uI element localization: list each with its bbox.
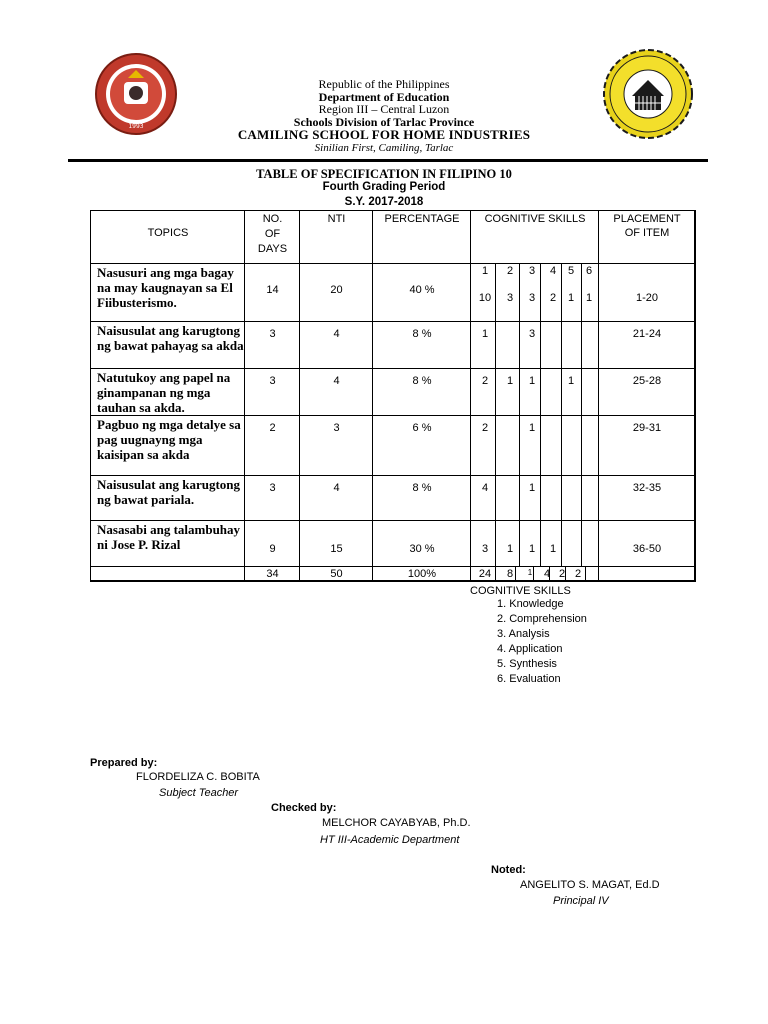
placement-value: 32-35 [632, 482, 662, 494]
days-value: 2 [269, 422, 276, 434]
topic-cell: Naisusulat ang karugtong ng bawat pariala. [90, 475, 245, 521]
skill-count: 3 [528, 292, 536, 304]
legend-item: 3. Analysis [497, 628, 550, 640]
header-placement-label: PLACEMENT [613, 213, 681, 225]
skill-divider [561, 416, 562, 476]
totals-label-cell [90, 566, 245, 581]
percentage-value: 30 % [409, 543, 435, 555]
skill-divider [495, 567, 496, 581]
checked-by-label: Checked by: [271, 802, 337, 814]
prepared-by-role: Subject Teacher [159, 787, 239, 799]
skill-divider [581, 369, 582, 416]
skill-divider [540, 369, 541, 416]
skill-divider [495, 476, 496, 521]
prepared-by-name: FLORDELIZA C. BOBITA [136, 771, 260, 783]
skill-divider [540, 476, 541, 521]
skill-divider [495, 322, 496, 369]
skill-divider [581, 521, 582, 567]
total-days: 34 [266, 568, 279, 580]
specification-table [90, 210, 696, 582]
header-nti-label: NTI [327, 213, 346, 225]
prepared-by-label: Prepared by: [90, 757, 158, 769]
school-address: Sinilian First, Camiling, Tarlac [314, 142, 454, 154]
placement-value: 25-28 [632, 375, 662, 387]
republic-line: Republic of the Philippines [318, 77, 450, 91]
total-skill: 4 [543, 568, 551, 580]
placement-value: 36-50 [632, 543, 662, 555]
days-value: 3 [269, 482, 276, 494]
total-skill: 8 [506, 568, 514, 580]
skill-divider [495, 264, 496, 322]
skill-divider [519, 369, 520, 416]
skill-number: 4 [549, 265, 557, 277]
skill-count: 1 [481, 328, 489, 340]
department-line: Department of Education [318, 90, 450, 104]
header-placement-label: OF ITEM [624, 227, 670, 239]
skill-divider [540, 264, 541, 322]
checked-by-role: HT III-Academic Department [320, 834, 460, 846]
skill-number: 2 [506, 265, 514, 277]
placement-value: 29-31 [632, 422, 662, 434]
skill-count: 1 [528, 422, 536, 434]
legend-item: 2. Comprehension [497, 613, 587, 625]
skill-count: 1 [567, 292, 575, 304]
skill-divider [561, 264, 562, 322]
percentage-value: 8 % [412, 328, 432, 340]
legend-item: 6. Evaluation [497, 673, 561, 685]
skill-divider [581, 416, 582, 476]
legend-title: COGNITIVE SKILLS [470, 585, 571, 597]
svg-text:1993: 1993 [128, 123, 144, 130]
noted-by-label: Noted: [491, 864, 526, 876]
skill-count: 1 [528, 482, 536, 494]
skill-count: 10 [478, 292, 492, 304]
school-name: CAMILING SCHOOL FOR HOME INDUSTRIES [237, 127, 531, 142]
skill-divider [519, 264, 520, 322]
legend-item: 5. Synthesis [497, 658, 557, 670]
skill-count: 4 [481, 482, 489, 494]
skill-divider [495, 521, 496, 567]
placement-value: 21-24 [632, 328, 662, 340]
grading-period: Fourth Grading Period [322, 181, 446, 193]
skill-number: 6 [585, 265, 593, 277]
total-skill: 1 [527, 568, 533, 577]
percentage-value: 8 % [412, 375, 432, 387]
noted-by-role: Principal IV [553, 895, 609, 907]
skill-count: 1 [567, 375, 575, 387]
skill-divider [519, 521, 520, 567]
total-skill: 24 [478, 568, 492, 580]
skill-divider [495, 369, 496, 416]
topic-cell: Nasusuri ang mga bagay na may kaugnayan sa El Fiibusterismo. [90, 263, 245, 322]
header-days-label: NO. [262, 213, 283, 225]
skill-count: 1 [549, 543, 557, 555]
skill-divider [561, 369, 562, 416]
placement-value: 1-20 [635, 292, 659, 304]
skill-count: 1 [506, 375, 514, 387]
skill-divider [519, 416, 520, 476]
skill-number: 5 [567, 265, 575, 277]
skill-count: 1 [528, 543, 536, 555]
skill-divider [495, 416, 496, 476]
skill-divider [561, 521, 562, 567]
header-percentage-label: PERCENTAGE [384, 213, 460, 225]
total-nti: 50 [330, 568, 343, 580]
topic-cell: Nasasabi ang talambuhay ni Jose P. Rizal [90, 520, 245, 567]
days-value: 14 [266, 284, 279, 296]
noted-by-name: ANGELITO S. MAGAT, Ed.D [520, 879, 660, 891]
skill-divider [561, 476, 562, 521]
skill-count: 2 [481, 375, 489, 387]
header-cognitive-label: COGNITIVE SKILLS [484, 213, 586, 225]
topic-cell: Naisusulat ang karugtong ng bawat pahayag sa akda [90, 321, 245, 369]
percentage-value: 40 % [409, 284, 435, 296]
skill-divider [540, 416, 541, 476]
skill-divider [581, 476, 582, 521]
legend-item: 1. Knowledge [497, 598, 564, 610]
skill-count: 3 [506, 292, 514, 304]
percentage-value: 8 % [412, 482, 432, 494]
skill-count: 1 [585, 292, 593, 304]
skill-count: 3 [481, 543, 489, 555]
nti-value: 4 [333, 482, 340, 494]
days-value: 9 [269, 543, 276, 555]
days-value: 3 [269, 375, 276, 387]
skill-divider [519, 322, 520, 369]
skill-divider [519, 476, 520, 521]
skill-number: 3 [528, 265, 536, 277]
nti-value: 3 [333, 422, 340, 434]
skill-count: 3 [528, 328, 536, 340]
skill-divider [540, 322, 541, 369]
topic-cell: Pagbuo ng mga detalye sa pag uugnayng mga kaisipan sa akda [90, 415, 245, 476]
skill-divider [540, 521, 541, 567]
percentage-value: 6 % [412, 422, 432, 434]
skill-count: 2 [549, 292, 557, 304]
skill-divider [581, 322, 582, 369]
document-title: TABLE OF SPECIFICATION IN FILIPINO 10 [256, 167, 512, 181]
checked-by-name: MELCHOR CAYABYAB, Ph.D. [322, 817, 471, 829]
header-topics-label: TOPICS [147, 227, 189, 239]
topic-cell: Natutukoy ang papel na ginampanan ng mga tauhan sa akda. [90, 368, 245, 416]
skill-count: 2 [481, 422, 489, 434]
header-days-label: OF [264, 228, 281, 240]
skill-number: 1 [481, 265, 489, 277]
nti-value: 15 [330, 543, 343, 555]
total-skill: 2 [558, 568, 566, 580]
region-line: Region III – Central Luzon [318, 102, 450, 116]
school-year: S.Y. 2017-2018 [344, 196, 424, 208]
division-line: Schools Division of Tarlac Province [293, 115, 475, 129]
legend-item: 4. Application [497, 643, 563, 655]
nti-value: 4 [333, 328, 340, 340]
header-days-label: DAYS [257, 243, 288, 255]
days-value: 3 [269, 328, 276, 340]
skill-count: 1 [528, 375, 536, 387]
nti-value: 20 [330, 284, 343, 296]
skill-count: 1 [506, 543, 514, 555]
total-percentage: 100% [407, 568, 437, 580]
totals-placement-cell [598, 566, 695, 581]
nti-value: 4 [333, 375, 340, 387]
letterhead-divider [68, 159, 708, 162]
skill-divider [561, 322, 562, 369]
total-skill: 2 [574, 568, 582, 580]
